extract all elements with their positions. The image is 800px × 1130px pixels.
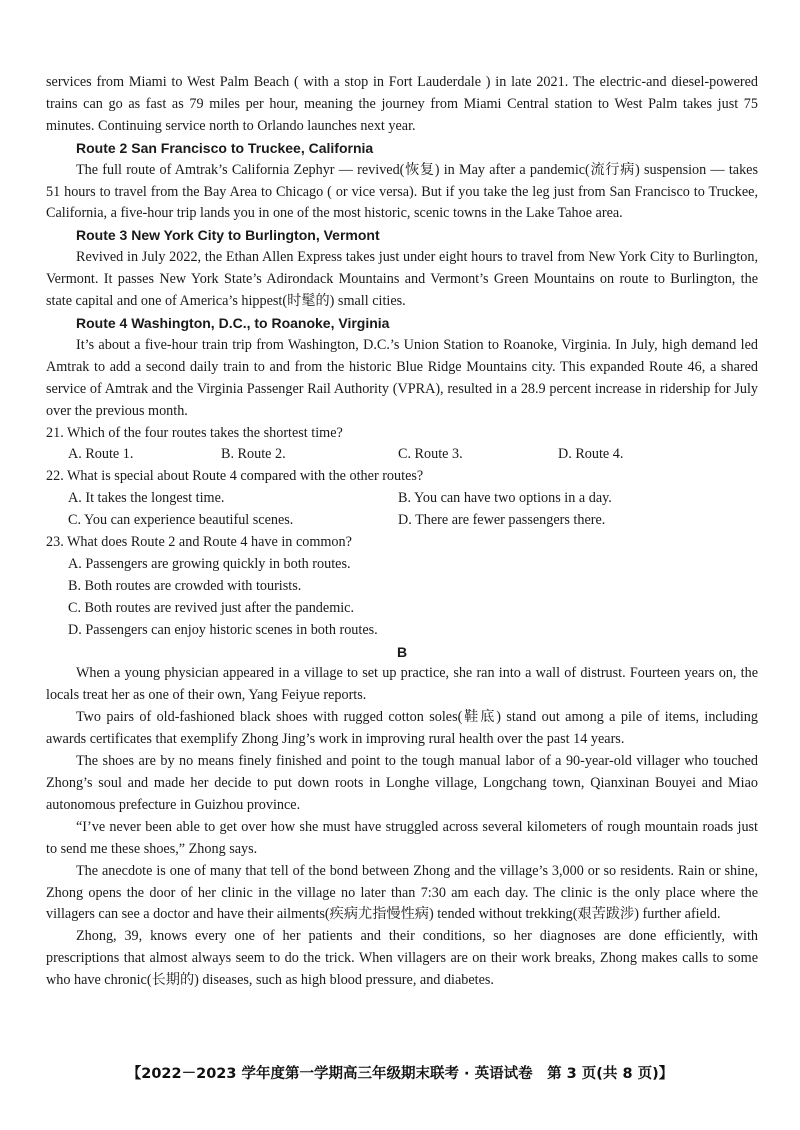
passage-b-paragraph-4: “I’ve never been able to get over how she must have struggled across several kilometers of rough mountain roads just to send me these shoes,” Zhong says. [46, 818, 758, 857]
question-23-stem: 23. What does Route 2 and Route 4 have in common? [46, 534, 352, 551]
passage-b-paragraph-1: When a young physician appeared in a village to set up practice, she ran into a wall of distrust. Fourteen years on, the locals treat her as one of their own, Yang Feiyue reports. [46, 665, 758, 704]
question-22-option-b: B. You can have two options in a day. [398, 490, 612, 507]
route4-paragraph: It’s about a five-hour train trip from Washington, D.C.’s Union Station to Roanoke, Virginia. In July, high demand led Amtrak to add a second daily train to and from the historic Blue Ridge Mountains city. This expanded Route 46, a shared service of Amtrak and the Virginia Passenger Rail Authority (VPRA), resulted in a 28.9 percent increase in ridership for July over the previous month. [46, 336, 758, 419]
passage-b-paragraph-6: Zhong, 39, knows every one of her patients and their conditions, so her diagnoses are done efficiently, with prescriptions that almost always seem to do the trick. When villagers are on their work breaks, Zhong makes calls to some who have chronic(长期的) diseases, such as high blood pressure, and diabetes. [46, 928, 758, 989]
question-21-option-a: A. Route 1. [68, 446, 134, 463]
question-21-option-c: C. Route 3. [398, 446, 463, 463]
question-22-option-a: A. It takes the longest time. [68, 490, 225, 507]
question-23-option-b: B. Both routes are crowded with tourists. [68, 577, 302, 594]
question-23-option-a: A. Passengers are growing quickly in both routes. [68, 555, 351, 572]
route3-paragraph: Revived in July 2022, the Ethan Allen Express takes just under eight hours to travel from New York City to Burlington, Vermont. It passes New York State’s Adirondack Mountains and Vermont’s Green Mountains on route to Burlington, the state capital and one of America’s hippest(时髦的) small cities. [46, 249, 758, 310]
question-22-options-row2 [46, 510, 758, 532]
question-21-option-d: D. Route 4. [558, 446, 624, 463]
question-21-stem: 21. Which of the four routes takes the shortest time? [46, 424, 343, 441]
question-22-option-c: C. You can experience beautiful scenes. [68, 512, 294, 529]
intro-paragraph: services from Miami to West Palm Beach ( with a stop in Fort Lauderdale ) in late 2021. The electric-and diesel-powered trains can go as fast as 79 miles per hour, meaning the journey from Miami Central station to West Palm takes just 75 minutes. Continuing service north to Orlando launches next year. [46, 74, 758, 134]
question-21-option-b: B. Route 2. [221, 446, 286, 463]
section-b-label: B [396, 643, 408, 660]
route3-heading: Route 3 New York City to Burlington, Vermont [76, 227, 380, 244]
passage-b-paragraph-2: Two pairs of old-fashioned black shoes with rugged cotton soles(鞋底) stand out among a pile of items, including awards certificates that exemplify Zhong Jing’s work in improving rural health over the past 14 years. [46, 709, 758, 748]
passage-b-paragraph-5: The anecdote is one of many that tell of the bond between Zhong and the village’s 3,000 or so residents. Rain or shine, Zhong opens the door of her clinic in the village no later than 7:30 am each day. The clinic is the only place where the villagers can see a doctor and have their ailments(疾病尤指慢性病) tended without trekking(艰苦跋涉) further afield. [46, 862, 758, 923]
exam-page [46, 72, 758, 992]
question-21-options [46, 444, 758, 466]
question-22-stem: 22. What is special about Route 4 compared with the other routes? [46, 468, 424, 485]
question-22-option-d: D. There are fewer passengers there. [398, 512, 606, 529]
question-23-option-d: D. Passengers can enjoy historic scenes in both routes. [68, 621, 378, 638]
route2-heading: Route 2 San Francisco to Truckee, California [76, 139, 374, 156]
passage-b-paragraph-3: The shoes are by no means finely finished and point to the tough manual labor of a 90-year-old villager who touched Zhong’s soul and made her decide to put down roots in Longhe village, Longchang town, Qianxinan Bouyei and Miao autonomous prefecture in Guizhou province. [46, 753, 758, 813]
question-22-options-row1 [46, 488, 758, 510]
route4-heading: Route 4 Washington, D.C., to Roanoke, Virginia [76, 314, 390, 331]
page-footer: 【2022－2023 学年度第一学期高三年级期末联考 · 英语试卷 第 3 页(共 8 页)】 [126, 1066, 674, 1082]
question-23-option-c: C. Both routes are revived just after the pandemic. [68, 599, 355, 616]
route2-paragraph: The full route of Amtrak’s California Zephyr — revived(恢复) in May after a pandemic(流行病) suspension — takes 51 hours to travel from the Bay Area to Chicago ( or vice versa). But if you take the leg just from San Francisco to Truckee, California, a five-hour trip lands you in one of the most historic, scenic towns in the Lake Tahoe area. [46, 161, 758, 222]
